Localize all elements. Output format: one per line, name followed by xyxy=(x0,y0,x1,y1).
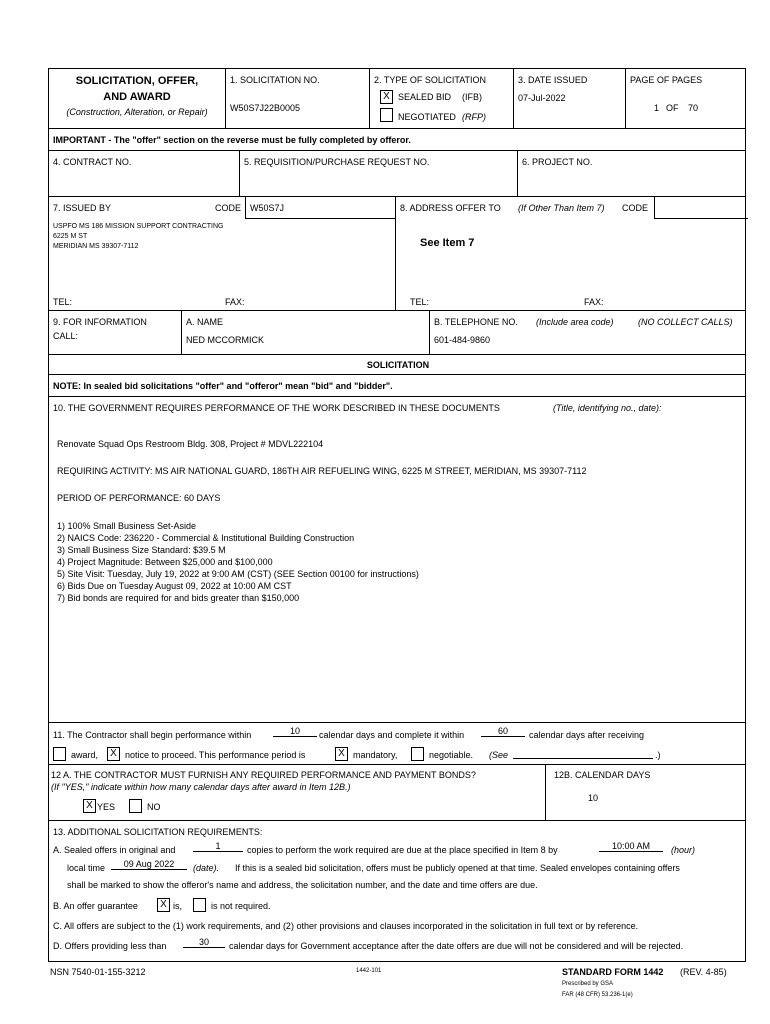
solicitation-heading-row xyxy=(48,354,746,374)
mandatory-label: mandatory, xyxy=(353,750,398,760)
footer-far: FAR (48 CFR) 53.236-1(e) xyxy=(562,992,633,998)
issuer-tel: TEL: xyxy=(53,297,73,307)
solicitation-no[interactable]: W50S7J22B0005 xyxy=(230,103,301,113)
see-end: .) xyxy=(655,750,661,760)
issuer-line3: MERIDIAN MS 39307-7112 xyxy=(53,243,139,250)
date-field[interactable]: 09 Aug 2022 xyxy=(111,859,187,870)
copies-field[interactable]: 1 xyxy=(193,841,243,852)
header-row xyxy=(48,68,746,128)
item10-line: PERIOD OF PERFORMANCE: 60 DAYS xyxy=(57,493,221,503)
item10-list-item: 7) Bid bonds are required for and bids greater than $150,000 xyxy=(57,593,300,603)
address-offer-label: 8. ADDRESS OFFER TO xyxy=(400,203,501,213)
issued-by-row xyxy=(48,196,746,310)
footer-rev: (REV. 4-85) xyxy=(680,967,727,977)
solicitation-no-label: 1. SOLICITATION NO. xyxy=(230,75,320,85)
negotiated-abbr: (RFP) xyxy=(462,112,486,122)
item13-row xyxy=(48,820,746,962)
issued-by-code[interactable]: W50S7J xyxy=(250,203,285,213)
form-title-line2: AND AWARD xyxy=(103,91,171,103)
bonds-yes-label: YES xyxy=(97,802,116,812)
contact-phone-note1: (Include area code) xyxy=(536,317,614,327)
contact-phone[interactable]: 601-484-9860 xyxy=(434,335,491,345)
item10-line: Renovate Squad Ops Restroom Bldg. 308, Project # MDVL222104 xyxy=(57,439,324,449)
sealed-bid-abbr: (IFB) xyxy=(462,92,482,102)
item13-a2: copies to perform the work required are due at the place specified in Item 8 by xyxy=(247,845,558,855)
hour-label: (hour) xyxy=(671,845,696,855)
information-label-1: 9. FOR INFORMATION xyxy=(53,317,147,327)
form-title-cell xyxy=(49,69,225,128)
ntp-label: notice to proceed. This performance period is xyxy=(125,750,306,760)
calendar-days[interactable]: 10 xyxy=(588,793,599,803)
item10-label-note: (Title, identifying no., date): xyxy=(553,403,662,413)
issuer-line2: 6225 M ST xyxy=(53,233,88,240)
item10-list-item: 4) Project Magnitude: Between $25,000 and $100,000 xyxy=(57,557,273,567)
solicitation-type-label: 2. TYPE OF SOLICITATION xyxy=(374,75,487,85)
information-label-2: CALL: xyxy=(53,331,79,341)
note-text: NOTE: In sealed bid solicitations "offer" and "offeror" mean "bid" and "bidder". xyxy=(53,381,393,391)
calendar-days-cell xyxy=(545,765,747,820)
complete-days[interactable]: 60 xyxy=(481,726,525,737)
ntp-checkbox[interactable]: X xyxy=(107,747,120,761)
award-label: award, xyxy=(71,750,99,760)
see-label: (See xyxy=(489,750,509,760)
mandatory-checkbox[interactable]: X xyxy=(335,747,348,761)
item12-row xyxy=(48,764,746,820)
contact-phone-note2: (NO COLLECT CALLS) xyxy=(638,317,733,327)
address-offer-code-box[interactable] xyxy=(654,197,748,219)
bonds-no-checkbox[interactable] xyxy=(129,799,142,813)
requisition-cell xyxy=(239,151,517,196)
guarantee-is-label: is, xyxy=(173,901,182,911)
information-row xyxy=(48,310,746,354)
sealed-bid-checkbox[interactable]: X xyxy=(380,90,393,104)
guarantee-not-label: is not required. xyxy=(211,901,271,911)
bonds-no-label: NO xyxy=(147,802,161,812)
item10-list-item: 5) Site Visit: Tuesday, July 19, 2022 at 9:00 AM (CST) (SEE Section 00100 for instructions) xyxy=(57,569,419,579)
footer-form: STANDARD FORM 1442 xyxy=(562,967,664,977)
footer-nsn: NSN 7540-01-155-3212 xyxy=(50,967,146,977)
bonds-note: (If "YES," indicate within how many calendar days after award in Item 12B.) xyxy=(51,782,351,792)
page-of-pages-cell xyxy=(625,69,747,128)
date-issued-cell xyxy=(513,69,625,128)
footer-prescribed: Prescribed by GSA xyxy=(562,981,614,987)
page-number: 1 xyxy=(654,103,660,113)
issued-by-cell xyxy=(49,197,395,310)
information-cell xyxy=(49,311,181,354)
issuer-line1: USPFO MS 186 MISSION SUPPORT CONTRACTING xyxy=(53,223,224,230)
item13-c: C. All offers are subject to the (1) work requirements, and (2) other provisions and clauses incorporated in the solicitation in full text or by reference. xyxy=(53,921,639,931)
date-issued[interactable]: 07-Jul-2022 xyxy=(518,93,566,103)
solicitation-form xyxy=(48,68,746,962)
footer-code: 1442-101 xyxy=(356,968,382,974)
item13-a4: shall be marked to show the offeror's name and address, the solicitation number, and the date and time offers are due. xyxy=(67,880,538,890)
project-no-label: 6. PROJECT NO. xyxy=(522,157,593,167)
award-checkbox[interactable] xyxy=(53,747,66,761)
project-no-cell xyxy=(517,151,747,196)
item13-d2: calendar days for Government acceptance after the date offers are due will not be considered and will be rejected. xyxy=(229,941,684,951)
item10-list-item: 2) NAICS Code: 236220 - Commercial & Institutional Building Construction xyxy=(57,533,355,543)
solicitation-type-cell xyxy=(369,69,513,128)
item10-list-item: 1) 100% Small Business Set-Aside xyxy=(57,521,197,531)
item11-text2: calendar days and complete it within xyxy=(319,730,465,740)
guarantee-is-checkbox[interactable]: X xyxy=(157,898,170,912)
important-row xyxy=(48,128,746,150)
item13-a3: If this is a sealed bid solicitation, offers must be publicly opened at that time. Sealed envelopes containing offers xyxy=(235,863,680,873)
issued-by-code-box xyxy=(245,197,395,219)
issuer-fax: FAX: xyxy=(225,297,245,307)
item11-text1: 11. The Contractor shall begin performance within xyxy=(53,730,252,740)
negotiated-label: NEGOTIATED xyxy=(398,112,456,122)
form-title-sub: (Construction, Alteration, or Repair) xyxy=(66,107,208,117)
negotiable-label: negotiable. xyxy=(429,750,474,760)
acceptance-days[interactable]: 30 xyxy=(183,937,225,948)
contact-name-label: A. NAME xyxy=(186,317,224,327)
item10-label: 10. THE GOVERNMENT REQUIRES PERFORMANCE OF THE WORK DESCRIBED IN THESE DOCUMENTS xyxy=(53,403,500,413)
begin-days[interactable]: 10 xyxy=(273,726,317,737)
important-note: IMPORTANT - The "offer" section on the reverse must be fully completed by offeror. xyxy=(53,135,411,145)
date-label: (date). xyxy=(193,863,220,873)
contract-no-label: 4. CONTRACT NO. xyxy=(53,157,132,167)
note-row xyxy=(48,374,746,396)
contact-name-cell xyxy=(181,311,429,354)
contract-row xyxy=(48,150,746,196)
page-of-pages-label: PAGE OF PAGES xyxy=(630,75,703,85)
page-count: 70 xyxy=(688,103,699,113)
item13-d1: D. Offers providing less than xyxy=(53,941,167,951)
contact-phone-cell xyxy=(429,311,747,354)
requisition-label: 5. REQUISITION/PURCHASE REQUEST NO. xyxy=(244,157,430,167)
item10-row xyxy=(48,396,746,722)
item13-a1: A. Sealed offers in original and xyxy=(53,845,176,855)
contact-phone-label: B. TELEPHONE NO. xyxy=(434,317,518,327)
issued-by-code-label: CODE xyxy=(215,203,242,213)
of-label: OF xyxy=(666,103,679,113)
see-field[interactable] xyxy=(513,748,653,759)
guarantee-not-checkbox[interactable] xyxy=(193,898,206,912)
item11-row xyxy=(48,722,746,764)
date-issued-label: 3. DATE ISSUED xyxy=(518,75,588,85)
item10-line: REQUIRING ACTIVITY: MS AIR NATIONAL GUARD, 186TH AIR REFUELING WING, 6225 M STREET, MERIDIAN, MS 39307-7112 xyxy=(57,466,587,476)
bonds-cell xyxy=(49,765,545,820)
item10-list-item: 6) Bids Due on Tuesday August 09, 2022 at 10:00 AM CST xyxy=(57,581,292,591)
address-offer-cell xyxy=(395,197,747,310)
form-title-line1: SOLICITATION, OFFER, xyxy=(75,75,199,87)
sealed-bid-label: SEALED BID xyxy=(398,92,452,102)
item13-b1: B. An offer guarantee xyxy=(53,901,138,911)
offer-fax: FAX: xyxy=(584,297,604,307)
solicitation-heading: SOLICITATION xyxy=(366,360,430,370)
hour-field[interactable]: 10:00 AM xyxy=(599,841,663,852)
item10-list-item: 3) Small Business Size Standard: $39.5 M xyxy=(57,545,226,555)
address-offer-code-label: CODE xyxy=(622,203,649,213)
item11-text3: calendar days after receiving xyxy=(529,730,645,740)
solicitation-no-cell xyxy=(225,69,369,128)
bonds-yes-checkbox[interactable]: X xyxy=(83,799,96,813)
address-offer-note: (If Other Than Item 7) xyxy=(518,203,605,213)
offer-tel: TEL: xyxy=(410,297,430,307)
contract-no-cell xyxy=(49,151,239,196)
item13-label: 13. ADDITIONAL SOLICITATION REQUIREMENTS: xyxy=(53,827,263,837)
calendar-days-label: 12B. CALENDAR DAYS xyxy=(554,770,651,780)
issued-by-label: 7. ISSUED BY xyxy=(53,203,112,213)
bonds-label: 12 A. THE CONTRACTOR MUST FURNISH ANY REQUIRED PERFORMANCE AND PAYMENT BONDS? xyxy=(51,770,476,780)
contact-name[interactable]: NED MCCORMICK xyxy=(186,335,264,345)
local-time-label: local time xyxy=(67,863,106,873)
see-item-7: See Item 7 xyxy=(420,237,475,249)
negotiated-checkbox[interactable] xyxy=(380,108,393,122)
negotiable-checkbox[interactable] xyxy=(411,747,424,761)
